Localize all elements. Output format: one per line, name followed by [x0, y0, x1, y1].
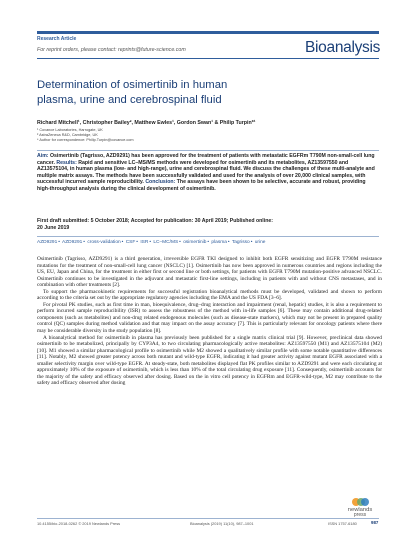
- abstract-results-label: Results:: [56, 159, 77, 166]
- abstract-aim-text: Osimertinib (Tagrisso, AZD9291) has been approved for the treatment of patients with metastatic EGFRm T790M non-small-cell lung cancer.: [37, 153, 375, 166]
- affiliation-1: ¹ Covance Laboratories, Harrogate, UK: [37, 128, 103, 132]
- publication-date: 20 June 2019: [37, 225, 70, 231]
- keyword-list: AZD9291• AZD9291• cross-validation• CSF• ISR• LC–MC/MS• osimertinib• plasma• Tagrisso• urine: [37, 240, 266, 245]
- abstract-conclusion-label: Conclusion:: [145, 179, 176, 186]
- abstract: [37, 153, 375, 192]
- abstract-results-text: Rapid and sensitive LC–MS/MS methods were developed for osimertinib and its metabolites, AZ13597550 and AZ13575104, in human plasma (low- and high-range), urine and cerebrospinal fluid. We discuss the challenges of these multi-analyte and multiple matrix assays. The methods have been successfully validated and used for the analysis of over 20,000 clinical samples, with successful incurred sample reproducibility.: [37, 159, 375, 186]
- title-line-1: Determination of osimertinib in human: [37, 79, 228, 91]
- body-paragraph: Osimertinib (Tagrisso, AZD9291) is a third generation, irreversible EGFR TKI designed to inhibit both EGFR sensitizing and EGFR T790M resistance mutations for the treatment of non-small-cell lung cancer (NSCLC) [1]. Osimertinib has now been approved in numerous countries and regions including the US, EU, Japan and China, for the treatment in either first or second line or both settings, for patients with EGFR T790M mutation-positive advanced NSCLC. Osimertinib continues to be investigated in the adjuvant and metastatic first-line settings, including in patients with and without CNS metastases, and in combination with other treatments [2].: [37, 256, 382, 289]
- keyword-link[interactable]: LC–MC/MS: [153, 240, 179, 245]
- keyword-link[interactable]: cross-validation: [87, 240, 121, 245]
- header-top-rule: [37, 31, 379, 34]
- keyword-link[interactable]: AZD9291: [37, 240, 58, 245]
- body-text: [37, 256, 382, 387]
- author-list: Richard Mitchell¹, Christopher Bailey², Matthew Ewles¹, Gordon Swan¹ & Philip Turpin*¹: [37, 120, 256, 126]
- article-type-label: Research Article: [37, 36, 77, 42]
- newlands-press-logo: [340, 498, 380, 518]
- footer-doi: 10.4155/bio-2018-0262 © 2019 Newlands Press: [37, 521, 121, 526]
- body-paragraph: A bioanalytical method for osimertinib in plasma has previously been published for a single matrix clinical trial [9]. However, preclinical data showed osimertinib to be metabolized, principally by CYP3A4, to two circulating pharmacologically active metabolites: AZ13597550 (M1) and AZ13575104 (M2) [10]. M1 showed a similar pharmacological profile to osimertinib while M2 showed a qualitatively similar profile with some notable quantitative differences [11]. Notably, M2 showed greater potency across both mutant and wild-type EGFR, indicating it had greater activity against mutant EGFR associated with a smaller selectivity margin over wild-type EGFR. At steady-state, both metabolites displayed flat PK profiles similar to AZD9291 and were each circulating at approximately 10% of the exposure of osimertinib, which is less than 10% of the total circulating drug exposure [11]. Consequently, osimertinib accounts for the majority of the safety and efficacy observed after dosing. Based on the in vitro cell potency in EGFRm and EGFR-wild-type, M2 may contribute to the safety and efficacy observed after dosing: [37, 334, 382, 387]
- journal-logo: Bioanalysis: [305, 39, 381, 56]
- keyword-link[interactable]: Tagrisso: [231, 240, 250, 245]
- newlands-logo-icon: [352, 498, 368, 506]
- keyword-link[interactable]: osimertinib: [183, 240, 207, 245]
- abstract-aim-label: Aim:: [37, 153, 49, 159]
- keyword-link[interactable]: CSF: [125, 240, 136, 245]
- abstract-conclusion-text: The assays have been shown to be selective, accurate and robust, providing high-throughput analysis during the clinical development of osimertinib.: [37, 179, 366, 192]
- footer-rule: [37, 518, 379, 519]
- abstract-rule: [37, 150, 379, 151]
- keyword-link[interactable]: ISR: [140, 240, 149, 245]
- keywords-rule: [37, 236, 379, 237]
- affiliation-2: ² AstraZeneca R&D, Cambridge, UK: [37, 133, 98, 137]
- correspondence-note: * Author for correspondence: Philip.Turpin@covance.com: [37, 138, 134, 142]
- reprint-notice: For reprint orders, please contact: reprints@future-science.com: [37, 47, 186, 53]
- header-rule: [37, 58, 379, 59]
- page-number: 987: [371, 520, 379, 525]
- keyword-link[interactable]: plasma: [211, 240, 227, 245]
- title-line-2: plasma, urine and cerebrospinal fluid: [37, 93, 222, 106]
- keyword-link[interactable]: urine: [254, 240, 266, 245]
- press-name: newlands: [347, 507, 373, 513]
- body-paragraph: To support the pharmacokinetic requirements for successful registration bioanalytical methods must be developed, validated and shown to perform according to the criteria set out by the appropriate regulatory agencies including the EMA and the US FDA [3–6].: [37, 288, 382, 302]
- keyword-link[interactable]: AZD9291: [62, 240, 83, 245]
- submission-dates: First draft submitted: 5 October 2018; Accepted for publication: 30 April 2019; Published online:: [37, 218, 273, 224]
- footer-citation: Bioanalysis (2019) 11(10), 987–1001: [190, 521, 254, 526]
- press-sub: press: [353, 512, 367, 518]
- footer-issn: ISSN 1757-6180: [328, 521, 357, 526]
- body-paragraph: For pivotal PK studies, such as first time in man, bioequivalence, drug–drug interaction and impairment (renal, hepatic) studies, it is also a requirement to perform incurred sample reproducibility (ISR) to assess the robustness of the method with in-life samples [6]. These may contain additional drug-related components (such as metabolites) and non-drug related endogenous molecules (such as disease-state markers), which may not be present in prepared quality control (QC) samples during method validation and that may impact on the assay accuracy [7]. This is particularly relevant for oncology patients where there may be considerable diversity in the study population [8].: [37, 301, 382, 335]
- article-title: [37, 78, 337, 107]
